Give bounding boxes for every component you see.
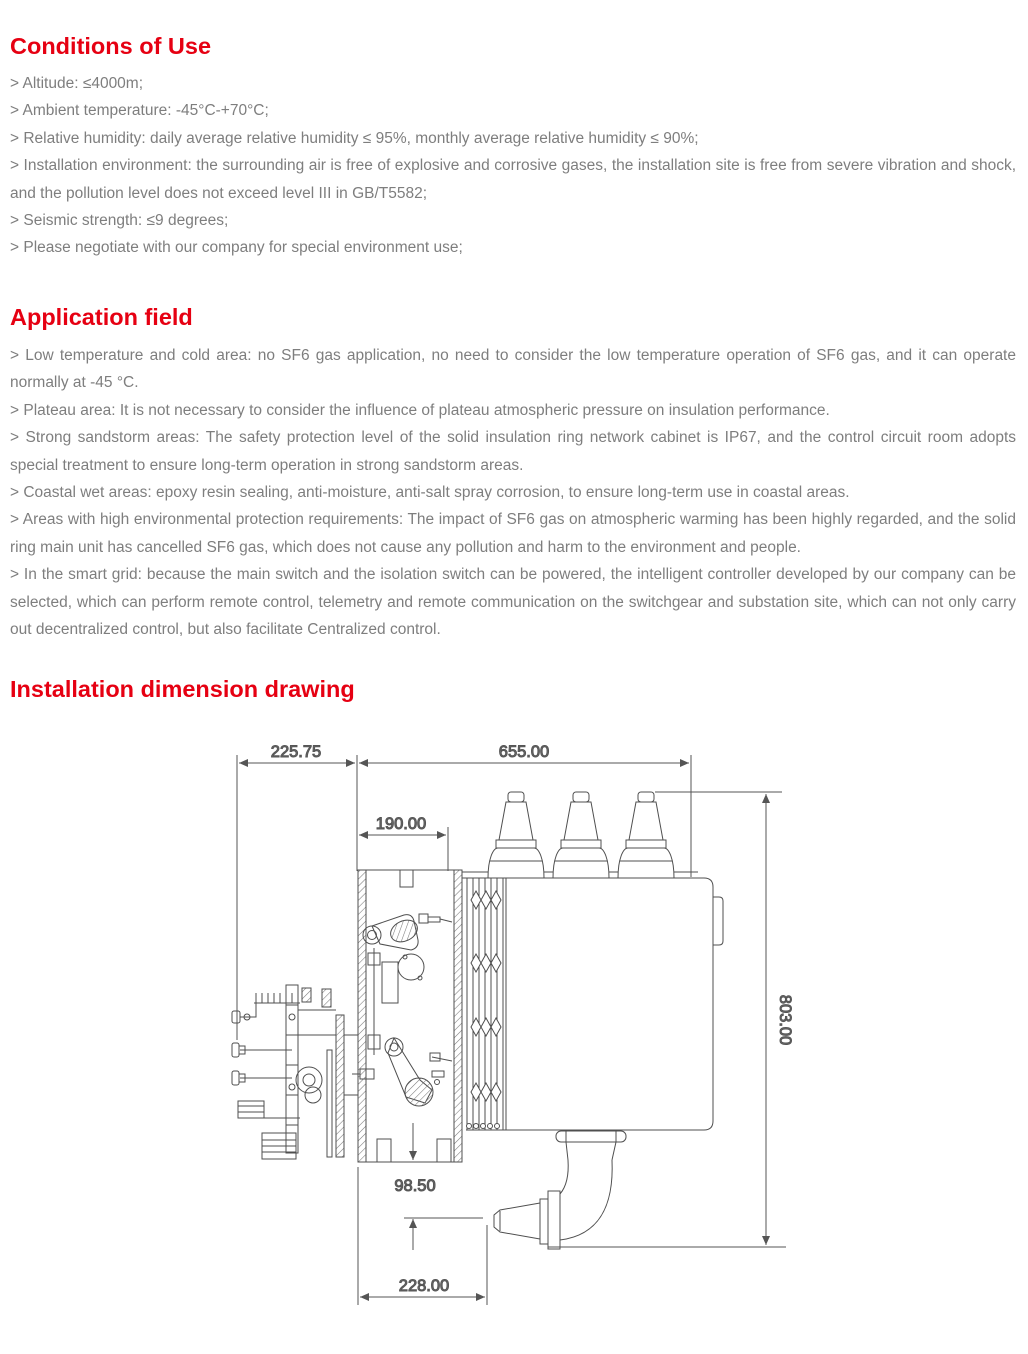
svg-text:190.00: 190.00 bbox=[375, 815, 427, 833]
bullet-item: > Coastal wet areas: epoxy resin sealing, anti-moisture, anti-salt spray corrosion, to ensure long-term use in coastal areas. bbox=[10, 484, 850, 502]
dimension-225-75 bbox=[237, 743, 357, 1040]
section-heading-conditions-of-use: Conditions of Use bbox=[10, 33, 212, 59]
bullet-item: > Seismic strength: ≤9 degrees; bbox=[10, 212, 229, 230]
bullet-item: > Installation environment: the surrounding air is free of explosive and corrosive gases, the installation site is free from severe vibration and shock, and the pollution level does not exceed level III in GB/T5582; bbox=[10, 157, 1016, 202]
bullet-item: > Plateau area: It is not necessary to consider the influence of plateau atmospheric pressure on insulation performance. bbox=[10, 401, 830, 419]
section-conditions-of-use bbox=[10, 33, 1016, 262]
svg-text:803.00: 803.00 bbox=[776, 994, 794, 1046]
application-list bbox=[10, 342, 1016, 643]
bullet-item: > Altitude: ≤4000m; bbox=[10, 75, 144, 92]
bushings bbox=[488, 792, 674, 878]
operating-mechanism bbox=[232, 985, 358, 1159]
conditions-list bbox=[10, 70, 1016, 262]
svg-text:655.00: 655.00 bbox=[498, 743, 550, 761]
bullet-item: > Ambient temperature: -45°C-+70°C; bbox=[10, 102, 269, 120]
section-heading-application-field: Application field bbox=[10, 304, 193, 330]
dimension-190-00 bbox=[359, 815, 448, 871]
bullet-item: > Low temperature and cold area: no SF6 gas application, no need to consider the low temperature operation of SF6 gas, and it can operate normally at -45 °C. bbox=[10, 347, 1016, 392]
bellows bbox=[466, 878, 506, 1130]
bullet-item: > Areas with high environmental protection requirements: The impact of SF6 gas on atmospheric warming has been highly regarded, and the solid ring main unit has cancelled SF6 gas, which does not cause any pollution and harm to the environment and people. bbox=[10, 511, 1016, 556]
bullet-item: > Relative humidity: daily average relative humidity ≤ 95%, monthly average relative humidity ≤ 90%; bbox=[10, 129, 699, 147]
section-application-field bbox=[10, 304, 1016, 643]
bullet-item: > Please negotiate with our company for special environment use; bbox=[10, 239, 463, 257]
svg-text:98.50: 98.50 bbox=[394, 1177, 436, 1195]
installation-dimension-drawing bbox=[0, 735, 1028, 1320]
svg-text:228.00: 228.00 bbox=[398, 1277, 450, 1295]
section-heading-installation-drawing: Installation dimension drawing bbox=[10, 676, 355, 702]
cable-elbow bbox=[494, 1131, 626, 1249]
mechanism-housing bbox=[352, 870, 462, 1162]
bullet-item: > Strong sandstorm areas: The safety protection level of the solid insulation ring network cabinet is IP67, and the control circuit room adopts special treatment to ensure long-term operation in strong sandstorm areas. bbox=[10, 429, 1016, 474]
bullet-item: > In the smart grid: because the main switch and the isolation switch can be powered, the intelligent controller developed by our company can be selected, which can perform remote control, telemetry and remote communication on the switchgear and substation site, which can not only carry out decentralized control, but also facilitate Centralized control. bbox=[10, 566, 1016, 639]
dimension-drawing-svg bbox=[0, 735, 1028, 1320]
section-installation-drawing bbox=[10, 676, 1016, 703]
svg-text:225.75: 225.75 bbox=[270, 743, 322, 761]
